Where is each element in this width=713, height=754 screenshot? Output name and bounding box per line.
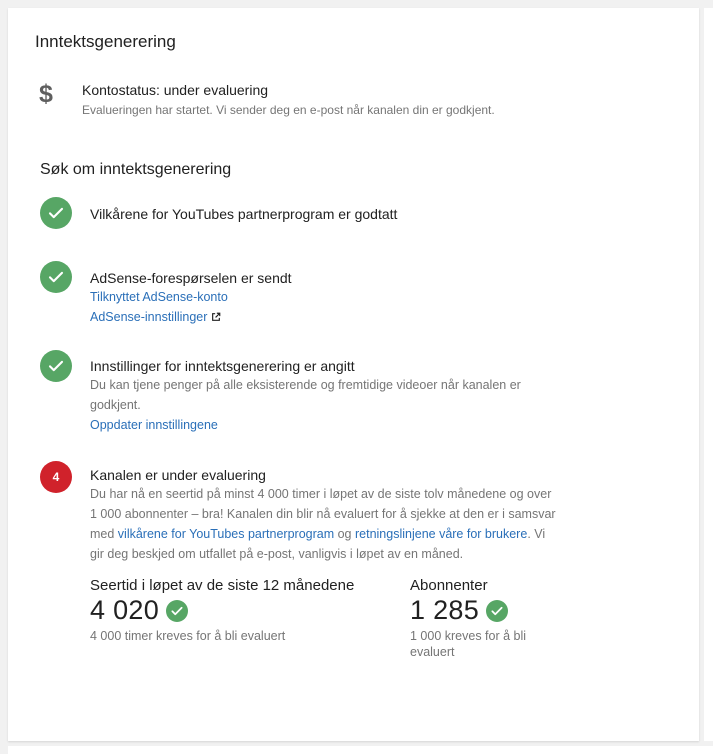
- metric-value: 1 285: [410, 595, 480, 625]
- check-icon: [40, 350, 72, 382]
- community-guidelines-link[interactable]: retningslinjene våre for brukere: [354, 527, 528, 541]
- subscribers-metric: [410, 577, 560, 660]
- dollar-icon: $: [39, 80, 53, 108]
- metric-note: 4 000 timer kreves for å bli evaluert: [90, 629, 286, 643]
- partner-program-terms-link[interactable]: vilkårene for YouTubes partnerprogram: [117, 527, 335, 541]
- watch-time-metric: [90, 577, 390, 644]
- adsense-settings-label: AdSense-innstillinger: [90, 310, 208, 324]
- apply-section-title: Søk om inntektsgenerering: [40, 161, 232, 178]
- step-label: Innstillinger for inntektsgenerering er angitt: [90, 358, 355, 374]
- description-text: . Vi gir deg beskjed om utfallet på e-post, vanligvis i løpet av en måned.: [90, 527, 546, 561]
- page-title: Inntektsgenerering: [35, 32, 176, 51]
- external-link-icon: [211, 308, 221, 328]
- check-icon: [40, 261, 72, 293]
- adsense-settings-link[interactable]: [90, 307, 221, 328]
- check-icon: [166, 600, 188, 622]
- step-description: Du kan tjene penger på alle eksisterende og fremtidige videoer når kanalen er godkjent.: [90, 378, 521, 412]
- adjacent-panel-edge: [8, 746, 713, 754]
- adjacent-panel-edge: [704, 8, 713, 741]
- account-status-title: Kontostatus: under evaluering: [82, 82, 269, 98]
- step-number-badge: 4: [40, 461, 72, 493]
- account-status-description: Evalueringen har startet. Vi sender deg en e-post når kanalen din er godkjent.: [82, 103, 495, 117]
- description-text: og: [334, 527, 355, 541]
- check-icon: [40, 197, 72, 229]
- step-label: Kanalen er under evaluering: [90, 467, 266, 483]
- metric-label: Seertid i løpet av de siste 12 månedene: [90, 577, 355, 594]
- metric-label: Abonnenter: [410, 577, 488, 594]
- step-label: Vilkårene for YouTubes partnerprogram er godtatt: [90, 206, 398, 222]
- step-description: [90, 484, 560, 564]
- description-text: Du har nå en seertid på minst 4 000 timer i løpet av de siste tolv månedene og over 1 000 abonnenter – bra! Kanalen din blir nå evaluert for å sjekke at den er i samsvar med: [90, 487, 556, 541]
- monetization-card: [8, 8, 699, 741]
- linked-adsense-account-link[interactable]: Tilknyttet AdSense-konto: [90, 290, 228, 304]
- metric-value: 4 020: [90, 595, 160, 625]
- metric-note: 1 000 kreves for å bli evaluert: [410, 629, 527, 659]
- update-settings-link[interactable]: Oppdater innstillingene: [90, 418, 218, 432]
- step-label: AdSense-forespørselen er sendt: [90, 270, 292, 286]
- check-icon: [486, 600, 508, 622]
